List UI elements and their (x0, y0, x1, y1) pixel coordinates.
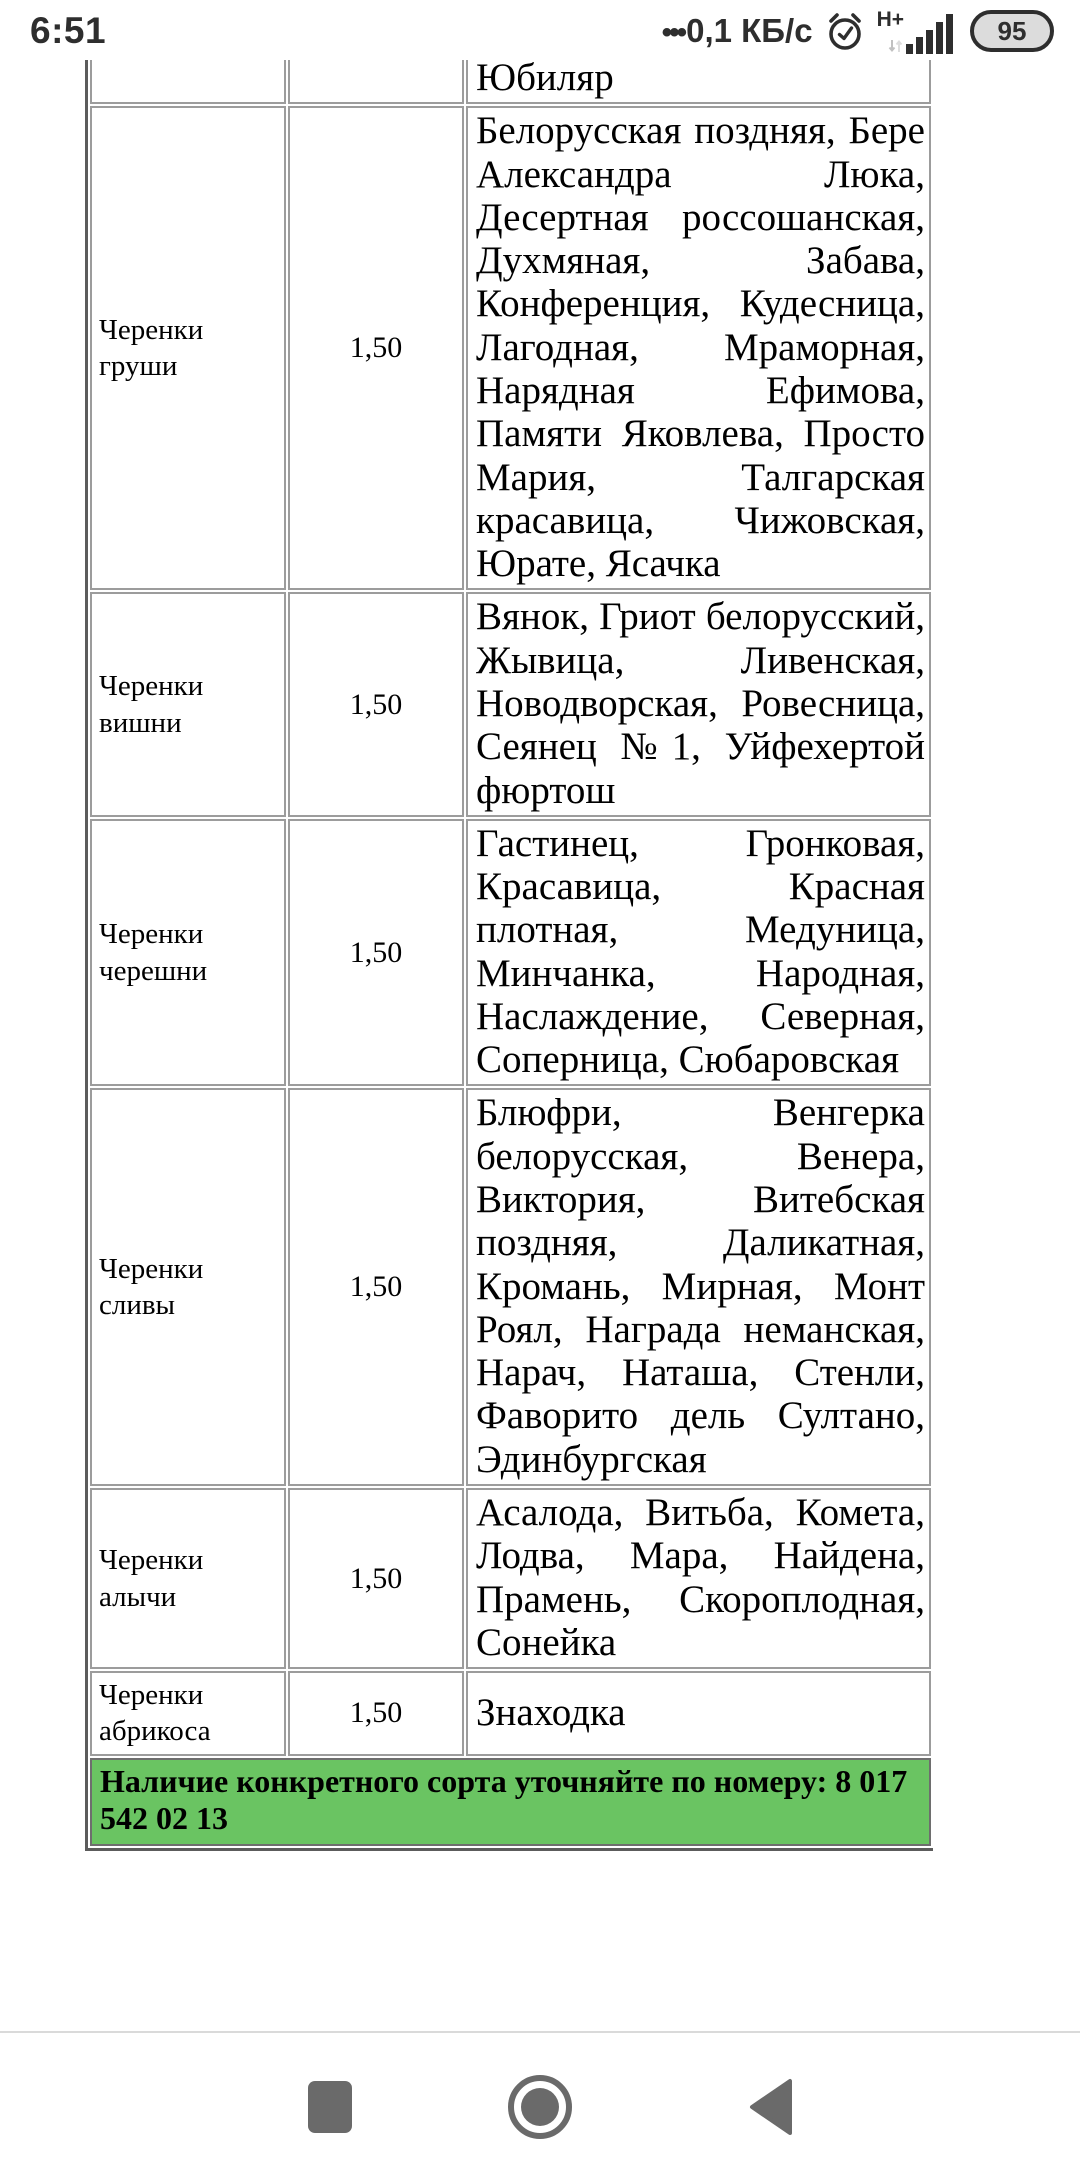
product-name-cell (90, 60, 286, 104)
varieties-cell: Знаходка (466, 1671, 931, 1756)
battery-level: 95 (997, 15, 1027, 46)
recents-button[interactable] (285, 2062, 375, 2152)
home-button[interactable] (495, 2062, 585, 2152)
varieties-cell: Белорусская поздняя, Бере Александра Люка, Десертная россошанская, Духмяная, Забава, Конференция, Кудесница, Лагодная, Мраморная, Нарядная Ефимова, Памяти Яковлева, Просто Мария, Талгарская красавица, Чижовская, Юрате, Ясачка (466, 106, 931, 590)
table-row (90, 1488, 931, 1669)
price-cell: 1,50 (288, 592, 464, 816)
data-arrows-icon (888, 38, 904, 54)
network-speed-value: 0,1 КБ/с (686, 12, 813, 49)
table-row (90, 1671, 931, 1756)
price-cell: 1,50 (288, 819, 464, 1087)
back-triangle-icon (748, 2078, 792, 2136)
network-speed-label (662, 12, 813, 50)
battery-indicator (970, 10, 1054, 52)
table-row (90, 1088, 931, 1486)
varieties-cell: Юбиляр (466, 60, 931, 104)
data-transfer-dots-icon: ••• (661, 16, 685, 49)
status-bar (0, 0, 1080, 60)
status-bar-right (662, 8, 1054, 54)
network-type-label: H+ (876, 8, 904, 31)
table-row (90, 592, 931, 816)
product-name-cell: Черенки груши (90, 106, 286, 590)
signal-bars-icon (906, 12, 954, 54)
product-name-cell: Черенки абрикоса (90, 1671, 286, 1756)
home-circle-icon (505, 2072, 575, 2142)
availability-banner: Наличие конкретного сорта уточняйте по номеру: 8 017 542 02 13 (90, 1758, 931, 1847)
varieties-cell: Вянок, Гриот белорусский, Жывица, Ливенская, Новодворская, Ровесница, Сеянец №1, Уйфехертой фюртош (466, 592, 931, 816)
price-cell (288, 60, 464, 104)
varieties-cell: Асалода, Витьба, Комета, Лодва, Мара, Найдена, Прамень, Скороплодная, Сонейка (466, 1488, 931, 1669)
cell-signal-indicator (877, 8, 954, 54)
varieties-cell: Блюфри, Венгерка белорусская, Венера, Виктория, Витебская поздняя, Даликатная, Кромань, Мирная, Монт Роял, Награда неманская, Нарач, Наташа, Стенли, Фаворито дель Султано, Эдинбургская (466, 1088, 931, 1486)
product-name-cell: Черенки алычи (90, 1488, 286, 1669)
price-cell: 1,50 (288, 1671, 464, 1756)
table-row-partial (90, 60, 931, 104)
content-divider (0, 2031, 1080, 2033)
navigation-bar (0, 2062, 1080, 2152)
alarm-clock-icon (823, 9, 867, 53)
price-cell: 1,50 (288, 1488, 464, 1669)
table-row (90, 819, 931, 1087)
back-button[interactable] (725, 2062, 815, 2152)
availability-banner-row (90, 1758, 931, 1847)
recents-square-icon (307, 2080, 353, 2134)
web-content (85, 60, 933, 1851)
table-row (90, 106, 931, 590)
price-cell: 1,50 (288, 106, 464, 590)
clock-time: 6:51 (30, 10, 107, 51)
product-name-cell: Черенки вишни (90, 592, 286, 816)
product-table (85, 60, 933, 1851)
price-cell: 1,50 (288, 1088, 464, 1486)
varieties-cell: Гастинец, Гронковая, Красавица, Красная плотная, Медуница, Минчанка, Народная, Наслаждение, Северная, Соперница, Сюбаровская (466, 819, 931, 1087)
product-name-cell: Черенки сливы (90, 1088, 286, 1486)
product-name-cell: Черенки черешни (90, 819, 286, 1087)
